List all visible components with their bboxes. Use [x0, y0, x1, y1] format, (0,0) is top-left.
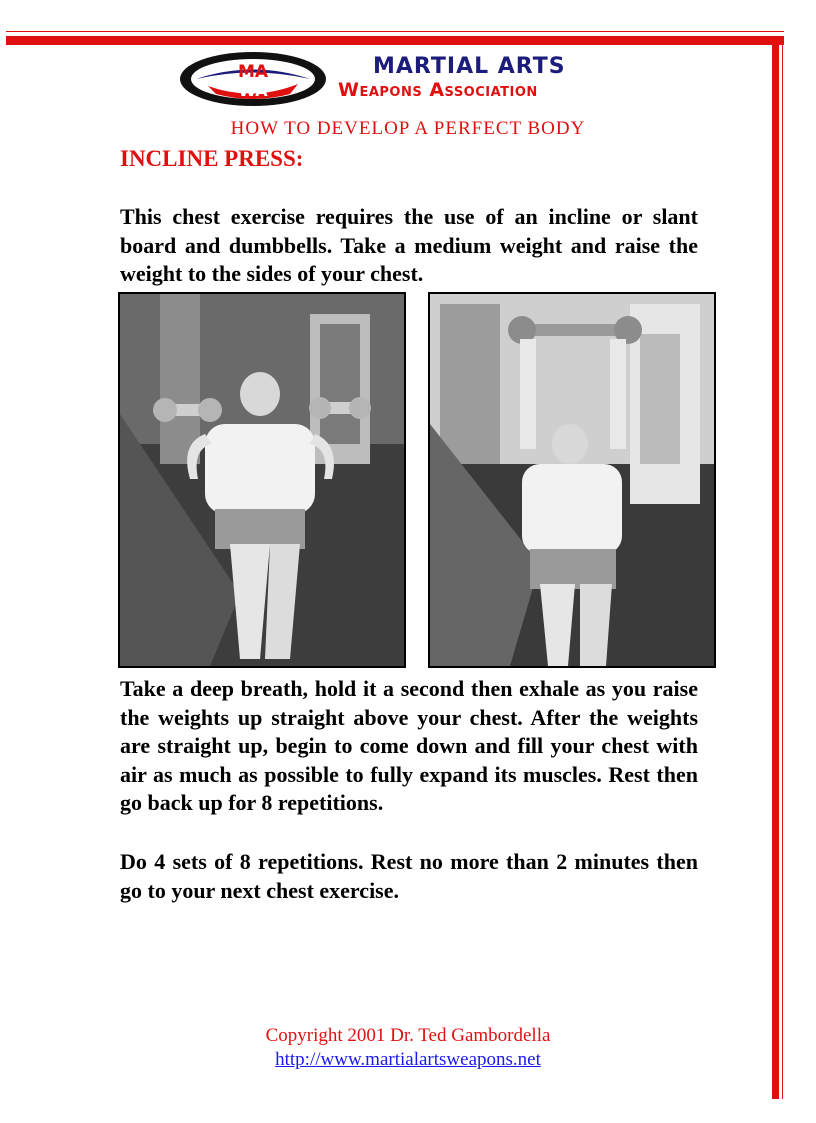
- photo-raised-position: [428, 292, 716, 668]
- logo-title-line2: Weapons Association: [338, 79, 538, 101]
- exercise-heading: INCLINE PRESS:: [120, 146, 304, 171]
- sets-paragraph: Do 4 sets of 8 repetitions. Rest no more than 2 minutes then go to your next chest exercise.: [120, 849, 698, 903]
- right-red-border: [772, 36, 779, 1099]
- exercise-photo-start-image: [120, 294, 404, 666]
- logo-mark-top: MA: [237, 62, 269, 82]
- logo-mark-bottom: WA: [238, 81, 268, 100]
- instructions-paragraph: Take a deep breath, hold it a second then exhale as you raise the weights up straight above your chest. After the weights are straight up, begin to come down and fill your chest with air as much as possible to fully expand its muscles. Rest then go back up for 8 repetitions.: [120, 676, 698, 815]
- footer-website-link[interactable]: http://www.martialartsweapons.net: [275, 1049, 541, 1070]
- logo-title-line1: MARTIAL ARTS: [373, 54, 566, 79]
- mawa-logo: [178, 50, 648, 108]
- exercise-photo-raised-image: [430, 294, 714, 666]
- page-subtitle: HOW TO DEVELOP A PERFECT BODY: [230, 118, 586, 139]
- mawa-emblem-icon: [178, 50, 328, 108]
- footer-copyright: Copyright 2001 Dr. Ted Gambordella: [265, 1025, 551, 1046]
- photo-start-position: [118, 292, 406, 668]
- top-red-border: [6, 36, 784, 45]
- right-thin-border: [782, 36, 783, 1099]
- intro-paragraph: This chest exercise requires the use of an incline or slant board and dumbbells. Take a medium weight and raise the weight to the sides of your chest.: [120, 204, 698, 286]
